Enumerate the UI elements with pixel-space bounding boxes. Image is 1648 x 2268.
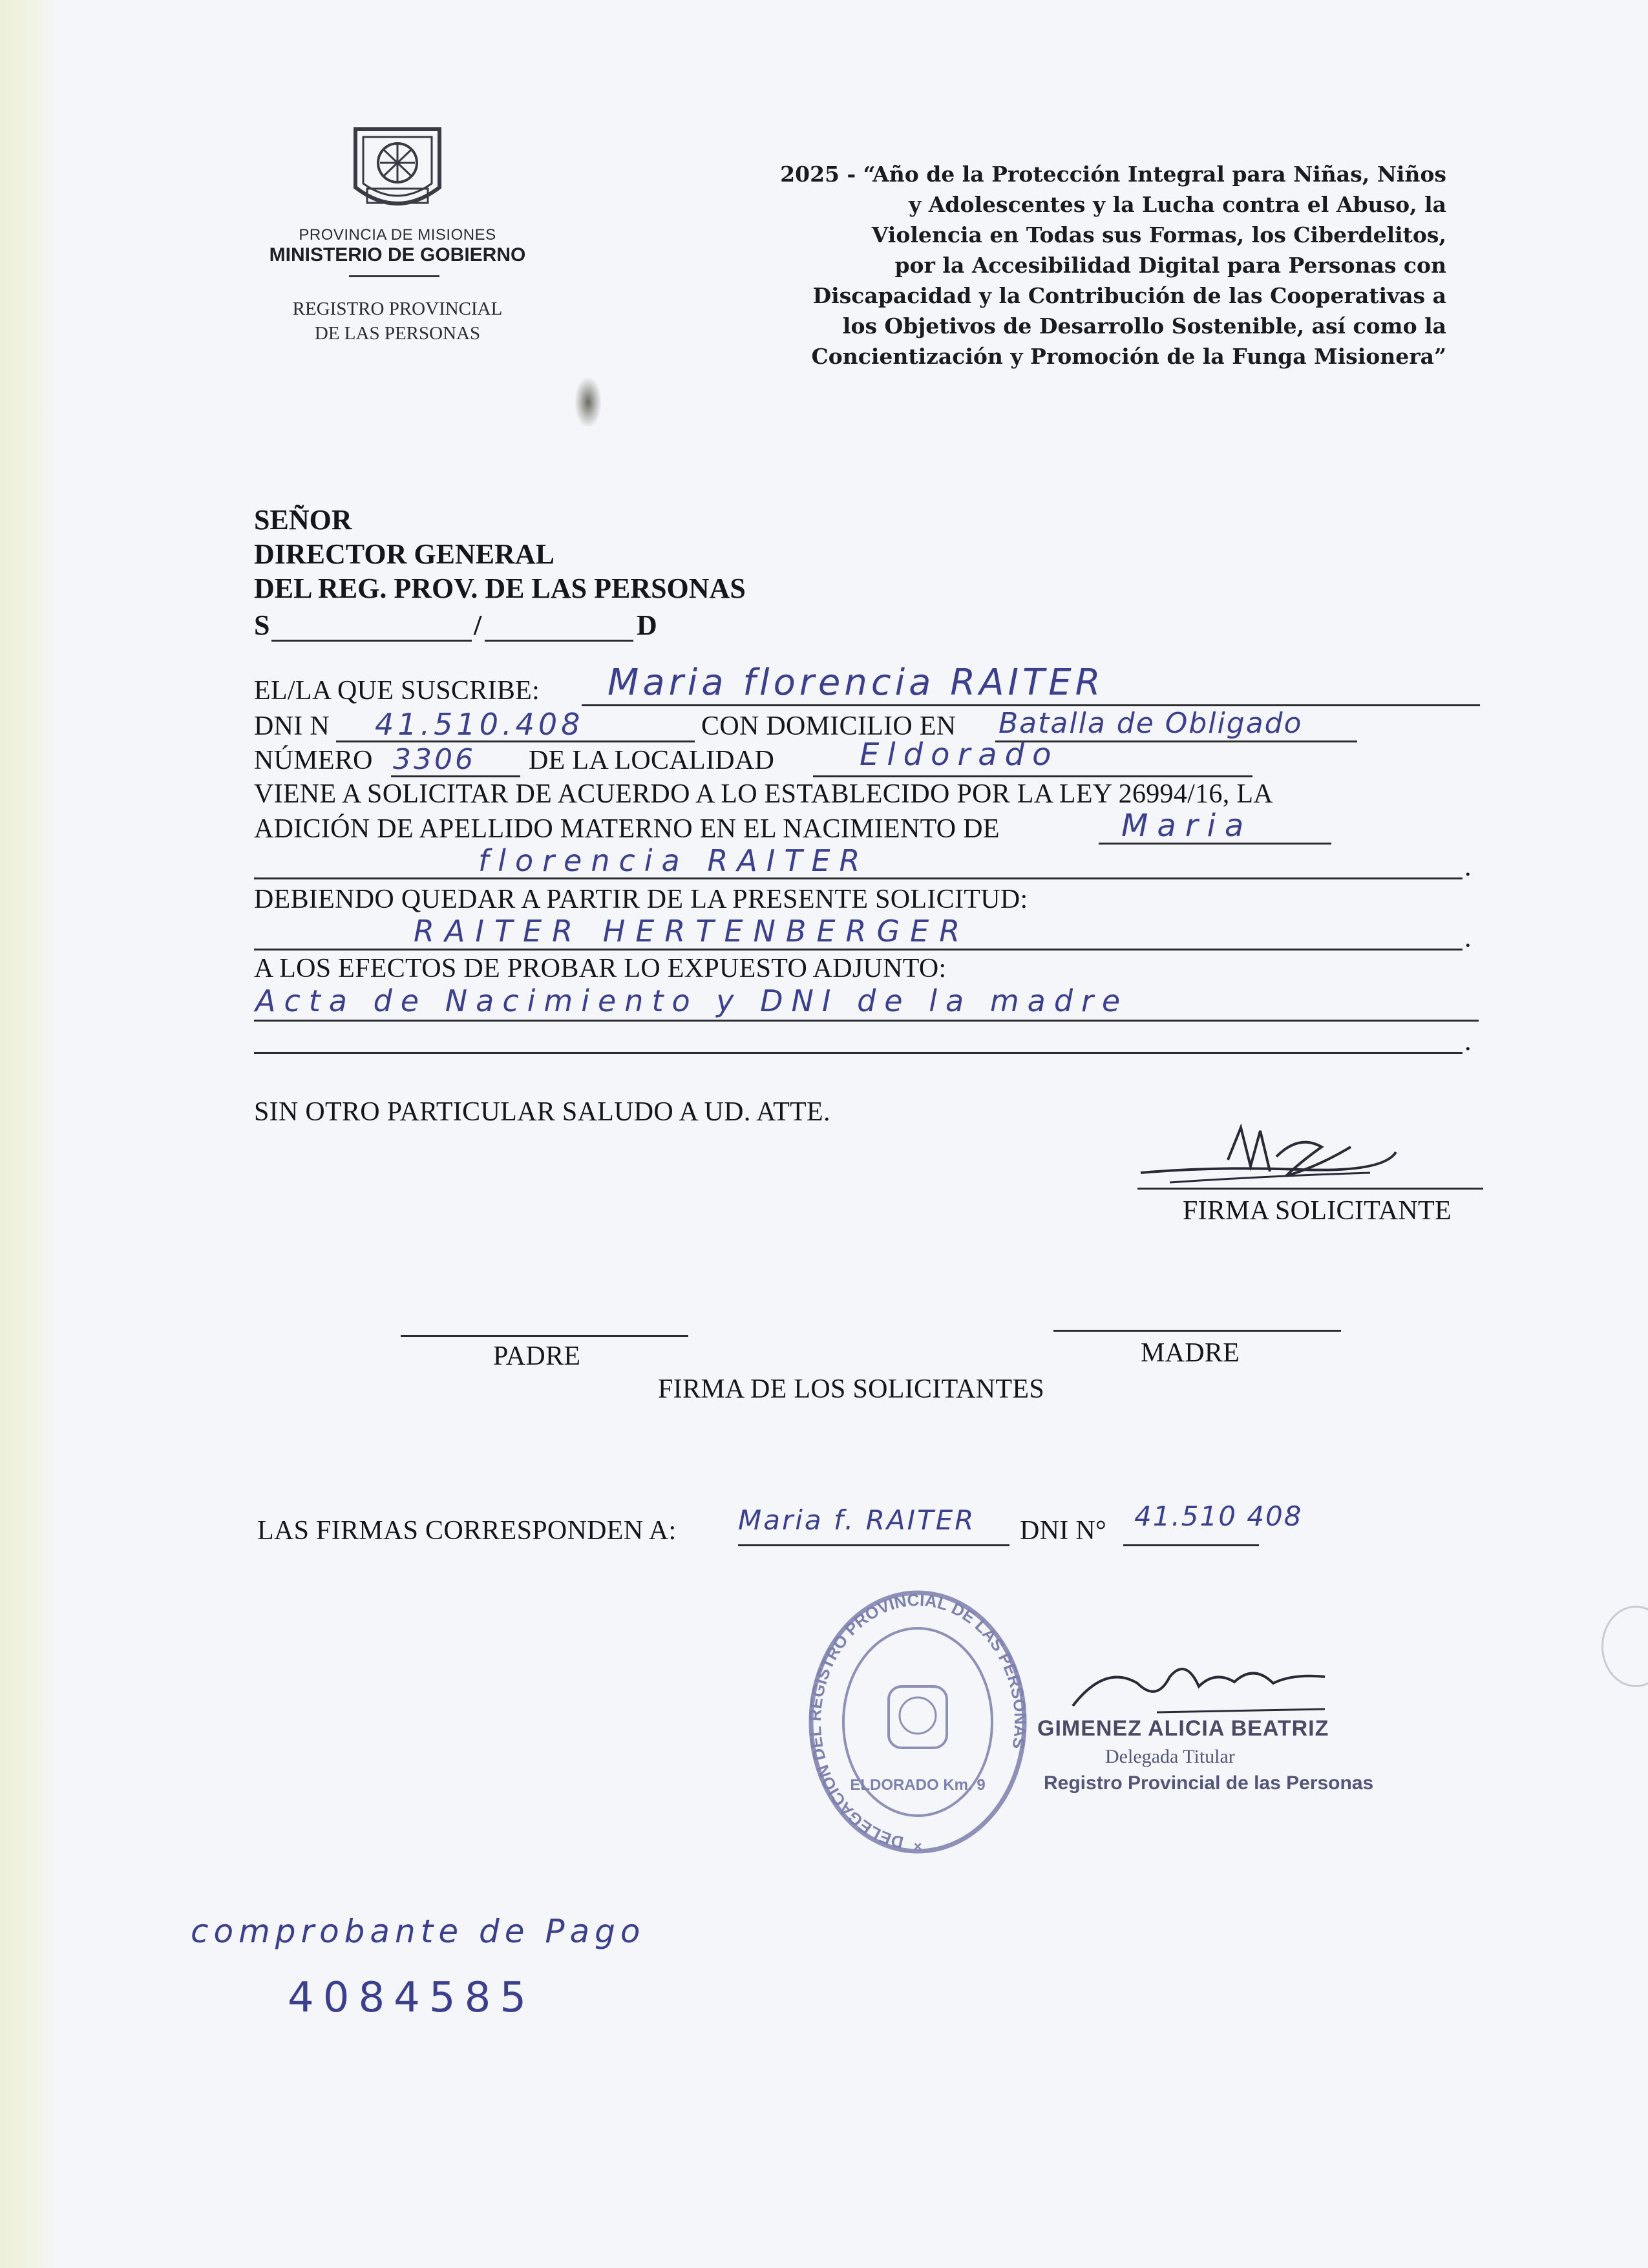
efectos-label: A LOS EFECTOS DE PROBAR LO EXPUESTO ADJUNTO: (254, 954, 947, 983)
dni-no-value[interactable]: 41.510 408 (1134, 1500, 1303, 1532)
motto-line-2: y Adolescentes y la Lucha contra el Abuso, la (909, 192, 1446, 217)
localidad-value[interactable]: Eldorado (860, 737, 1059, 773)
official-stamp (805, 1583, 1031, 1867)
stamp-inner-text: ELDORADO Km. 9 (850, 1776, 986, 1794)
domicilio-value[interactable]: Batalla de Obligado (998, 707, 1303, 740)
province-label: PROVINCIA DE MISIONES (299, 226, 496, 244)
ministry-label: MINISTERIO DE GOBIERNO (269, 244, 526, 266)
debiendo-label: DEBIENDO QUEDAR A PARTIR DE LA PRESENTE SOLICITUD: (254, 885, 1028, 914)
dni-label: DNI N (254, 711, 330, 741)
debiendo-line (254, 949, 1463, 950)
efectos-period: . (1464, 1027, 1472, 1056)
debiendo-value[interactable]: RAITER HERTENBERGER (414, 914, 971, 949)
registry-label-2: DE LAS PERSONAS (314, 323, 481, 344)
payment-number: 4084585 (288, 1974, 536, 2022)
efectos-line-1 (254, 1020, 1479, 1022)
addressee-line-1: SEÑOR (254, 504, 352, 536)
official-name: GIMENEZ ALICIA BEATRIZ (1037, 1716, 1329, 1741)
nacimiento-value-1[interactable]: Maria (1121, 808, 1253, 844)
corresponden-value[interactable]: Maria f. RAITER (738, 1504, 976, 1536)
addressee (254, 503, 746, 605)
s-label: S (254, 609, 270, 641)
padre-line (401, 1335, 688, 1337)
dni-value[interactable]: 41.510.408 (375, 707, 584, 742)
payment-note: comprobante de Pago (191, 1913, 646, 1950)
localidad-line (813, 775, 1252, 777)
motto-line-6: los Objetivos de Desarrollo Sostenible, así como la (842, 313, 1446, 339)
dni-no-label: DNI N° (1020, 1516, 1107, 1546)
s-slash: / (474, 609, 482, 641)
madre-line (1053, 1330, 1341, 1332)
suscribe-value[interactable]: Maria florencia RAITER (607, 662, 1104, 704)
padre-label: PADRE (493, 1341, 581, 1371)
year-motto (704, 159, 1446, 372)
official-office: Registro Provincial de las Personas (1044, 1772, 1374, 1794)
nacimiento-period: . (1464, 852, 1472, 882)
punch-hole (1601, 1606, 1648, 1687)
dni-no-line (1123, 1544, 1259, 1546)
efectos-line-2 (254, 1052, 1463, 1054)
efectos-value[interactable]: Acta de Nacimiento y DNI de la madre (255, 983, 1129, 1018)
addressee-line-3: DEL REG. PROV. DE LAS PERSONAS (254, 572, 746, 604)
motto-line-3: Violencia en Todas sus Formas, los Ciberdelitos, (871, 222, 1446, 247)
ministry-divider (349, 275, 439, 277)
suscribe-label: EL/LA QUE SUSCRIBE: (254, 676, 540, 706)
d-label: D (637, 609, 657, 641)
numero-value[interactable]: 3306 (393, 743, 476, 776)
localidad-label: DE LA LOCALIDAD (529, 746, 775, 775)
s-line-2 (485, 640, 633, 642)
request-line-1: VIENE A SOLICITAR DE ACUERDO A LO ESTABLECIDO POR LA LEY 26994/16, LA (254, 779, 1273, 809)
official-signature (1060, 1651, 1338, 1722)
page-edge (0, 0, 58, 2268)
firma-solicitantes-label: FIRMA DE LOS SOLICITANTES (658, 1374, 1045, 1404)
official-role: Delegada Titular (1105, 1746, 1235, 1767)
solicitante-signature (1137, 1121, 1409, 1192)
s-line-1 (271, 640, 472, 642)
ink-smudge (575, 378, 601, 426)
closing-line: SIN OTRO PARTICULAR SALUDO A UD. ATTE. (254, 1097, 830, 1127)
registry-label-1: REGISTRO PROVINCIAL (292, 299, 503, 319)
corresponden-line (738, 1544, 1009, 1546)
numero-label: NÚMERO (254, 746, 373, 775)
motto-line-4: por la Accesibilidad Digital para Personas con (894, 253, 1446, 278)
nacimiento-value-2[interactable]: florencia RAITER (478, 843, 869, 878)
firma-solicitante-label: FIRMA SOLICITANTE (1183, 1196, 1452, 1226)
corresponden-label: LAS FIRMAS CORRESPONDEN A: (257, 1516, 677, 1546)
request-line-2: ADICIÓN DE APELLIDO MATERNO EN EL NACIMIENTO DE (254, 814, 1000, 844)
addressee-line-2: DIRECTOR GENERAL (254, 538, 555, 570)
province-emblem (343, 116, 452, 220)
motto-line-7: Concientización y Promoción de la Funga Misionera” (811, 344, 1446, 369)
debiendo-period: . (1464, 923, 1472, 953)
suscribe-line (582, 704, 1480, 706)
madre-label: MADRE (1141, 1338, 1240, 1368)
stamp-ring-text: DELEGACION DEL REGISTRO PROVINCIAL DE LAS PERSONAS (805, 1590, 1031, 1853)
solicitante-line (1137, 1188, 1483, 1190)
svg-text:×: × (913, 1838, 922, 1854)
domicilio-label: CON DOMICILIO EN (701, 711, 956, 741)
motto-line-5: Discapacidad y la Contribución de las Cooperativas a (812, 283, 1446, 308)
motto-line-1: 2025 - “Año de la Protección Integral para Niñas, Niños (780, 162, 1446, 187)
